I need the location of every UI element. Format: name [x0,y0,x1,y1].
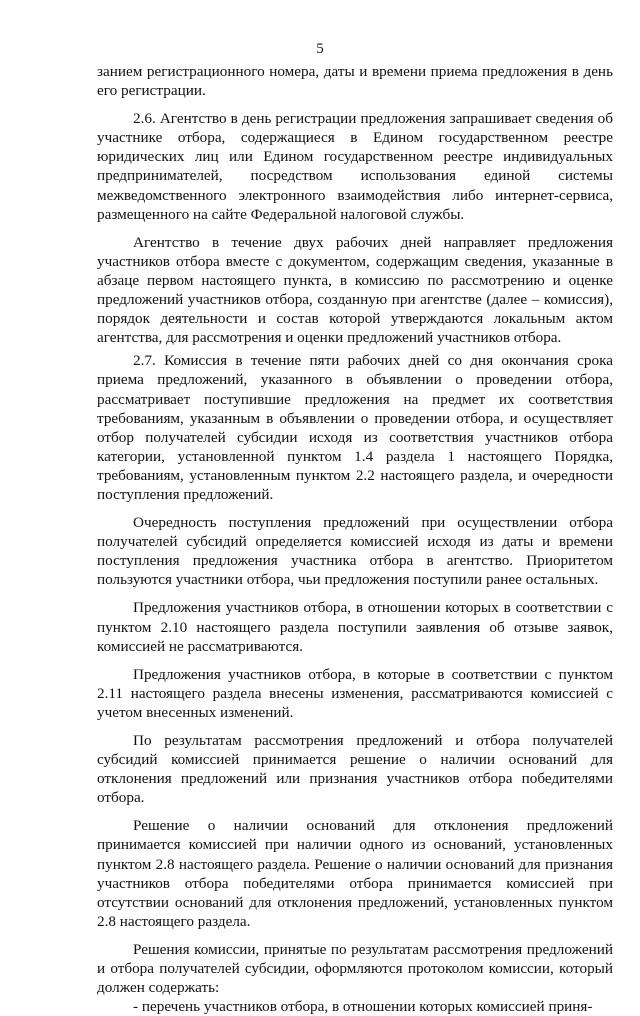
paragraph-2-6: 2.6. Агентство в день регистрации предложения запрашивает сведения об участнике отбора, содержащиеся в Едином государственном реестре юридических лиц или Едином государственном реестре индивидуальных предпринимателей, посредством использования единой системы межведомственного электронного взаимодействия либо интернет-сервиса, размещенного на сайте Федеральной налоговой службы. [97,110,613,223]
document-body [97,62,613,1016]
paragraph-2-7: 2.7. Комиссия в течение пяти рабочих дней со дня окончания срока приема предложений, указанного в объявлении о проведении отбора, рассматривает поступившие предложения на предмет их соответствия требованиям, указанным в объявлении о проведении отбора, и осуществляет отбор получателей субсидии исходя из соответствия участников отбора категории, установленной пунктом 1.4 раздела 1 настоящего Порядка, требованиям, установленным пунктом 2.2 настоящего раздела, и очередности поступления предложений. [97,352,613,503]
paragraph-order-of-receipt: Очередность поступления предложений при осуществлении отбора получателей субсидий определяется комиссией исходя из даты и времени поступления предложения участника отбора в агентство. Приоритетом пользуются участники отбора, чьи предложения поступили ранее остальных. [97,514,613,589]
paragraph-review-results: По результатам рассмотрения предложений и отбора получателей субсидий комиссией принимается решение о наличии оснований для отклонения предложений или признания участников отбора победителями отбора. [97,732,613,807]
page-number: 5 [316,41,324,57]
paragraph-amended-proposals: Предложения участников отбора, в которые в соответствии с пунктом 2.11 настоящего раздела внесены изменения, рассматриваются комиссией с учетом внесенных изменений. [97,665,613,721]
paragraph-commission-protocol: Решения комиссии, принятые по результатам рассмотрения предложений и отбора получателей субсидии, оформляются протоколом комиссии, который должен содержать: [97,940,613,997]
list-item-participants: - перечень участников отбора, в отношении которых комиссией приня- [133,998,593,1016]
paragraph-withdrawn-proposals: Предложения участников отбора, в отношении которых в соответствии с пунктом 2.10 настоящего раздела поступили заявления об отзыве заявок, комиссией не рассматриваются. [97,599,613,655]
paragraph-decision-grounds: Решение о наличии оснований для отклонения предложений принимается комиссией при наличии одного из оснований, установленных пунктом 2.8 настоящего раздела. Решение о наличии оснований для признания участников отбора победителями отбора принимается комиссией при отсутствии оснований для отклонения предложений, установленных пунктом 2.8 настоящего раздела. [97,817,613,930]
paragraph-continuation: занием регистрационного номера, даты и времени приема предложения в день его регистрации. [97,63,613,100]
paragraph-agency-forwarding: Агентство в течение двух рабочих дней направляет предложения участников отбора вместе с документом, содержащим сведения, указанные в абзаце первом настоящего пункта, в комиссию по рассмотрению и оценке предложений участников отбора, созданную при агентстве (далее – комиссия), порядок деятельности и состав которой утверждаются локальным актом агентства, для рассмотрения и оценки предложений участников отбора. [97,233,613,347]
